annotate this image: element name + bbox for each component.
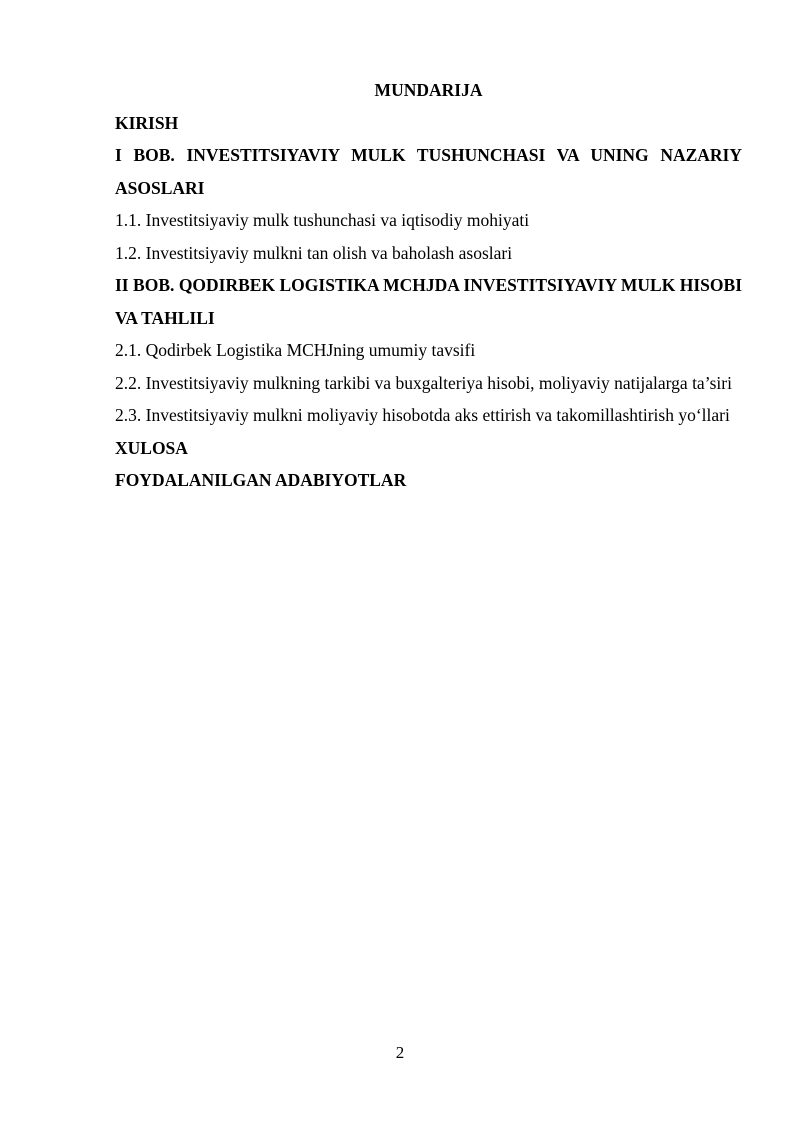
toc-entry-section-2-2: 2.2. Investitsiyaviy mulkning tarkibi va buxgalteriya hisobi, moliyaviy natijalarga ta’siri [115, 372, 732, 393]
toc-entry-conclusion: XULOSA [115, 437, 188, 458]
page-number: 2 [395, 1043, 405, 1062]
table-of-contents [115, 74, 742, 497]
toc-entry-section-2-3: 2.3. Investitsiyaviy mulkni moliyaviy hisobotda aks ettirish va takomillashtirish yo‘llari [115, 405, 730, 425]
toc-entry-section-1-2: 1.2. Investitsiyaviy mulkni tan olish va baholash asoslari [115, 242, 513, 263]
toc-entry-references: FOYDALANILGAN ADABIYOTLAR [115, 470, 407, 490]
toc-title: MUNDARIJA [374, 80, 483, 100]
toc-entry-chapter-2: II BOB. QODIRBEK LOGISTIKA MCHJDA INVESTITSIYAVIY MULK HISOBI VA TAHLILI [115, 275, 742, 328]
toc-entry-section-2-1: 2.1. Qodirbek Logistika MCHJning umumiy tavsifi [115, 340, 476, 360]
toc-entry-section-1-1: 1.1. Investitsiyaviy mulk tushunchasi va iqtisodiy mohiyati [115, 210, 530, 230]
toc-entry-chapter-1: I BOB. INVESTITSIYAVIY MULK TUSHUNCHASI VA UNING NAZARIY ASOSLARI [115, 145, 742, 198]
toc-entry-introduction: KIRISH [115, 112, 179, 133]
